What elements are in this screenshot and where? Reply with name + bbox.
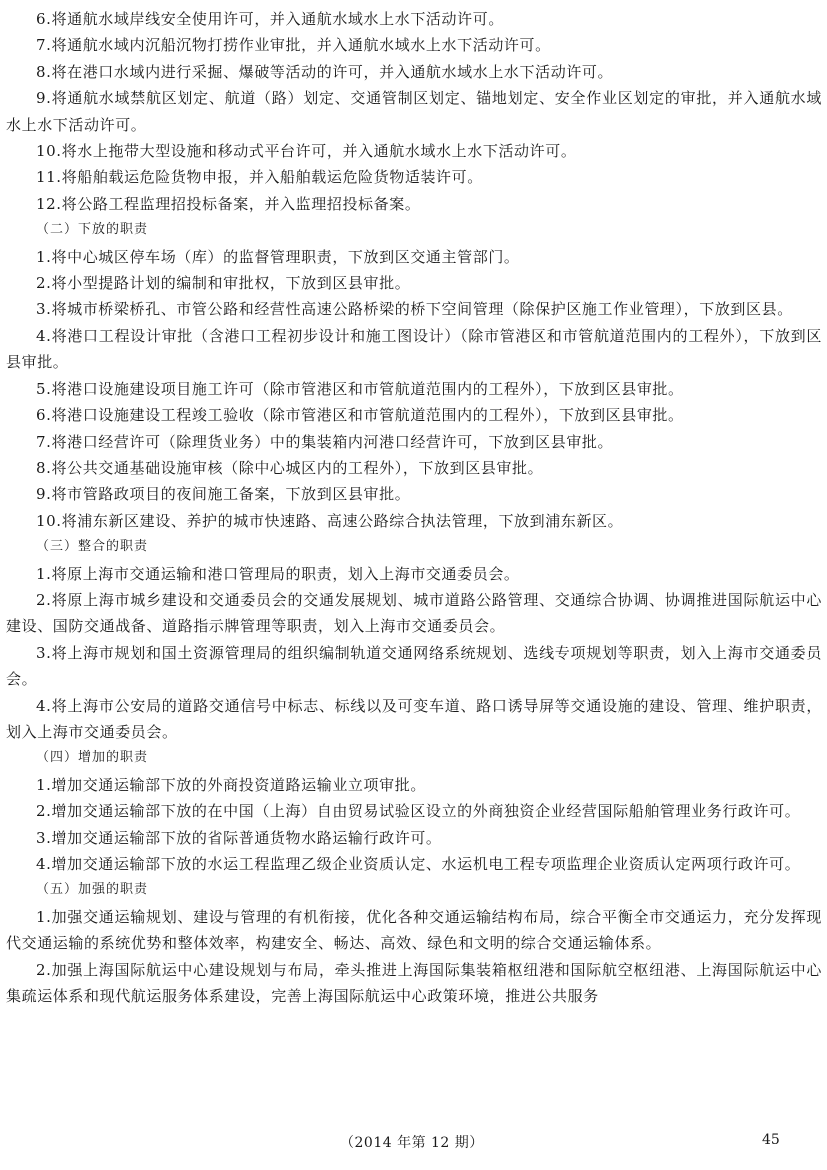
list-item-paragraph: 2.增加交通运输部下放的在中国（上海）自由贸易试验区设立的外商独资企业经营国际船舶管理业务行政许可。 — [36, 802, 801, 821]
list-item-paragraph: 11.将船舶载运危险货物申报，并入船舶载运危险货物适装许可。 — [36, 168, 483, 187]
list-item-paragraph: 12.将公路工程监理招投标备案，并入监理招投标备案。 — [36, 194, 421, 213]
section-heading: （三）整合的职责 — [36, 539, 149, 555]
list-item-paragraph: 2.加强上海国际航运中心建设规划与布局，牵头推进上海国际集装箱枢纽港和国际航空枢纽港、上海国际航运中心集疏运体系和现代航运服务体系建设，完善上海国际航运中心政策环境，推进公共服务 — [6, 960, 822, 1006]
list-item-paragraph: 4.将上海市公安局的道路交通信号中标志、标线以及可变车道、路口诱导屏等交通设施的建设、管理、维护职责，划入上海市交通委员会。 — [6, 696, 822, 741]
list-item-paragraph: 1.加强交通运输规划、建设与管理的有机衔接，优化各种交通运输结构布局，综合平衡全市交通运力，充分发挥现代交通运输的系统优势和整体效率，构建安全、畅达、高效、绿色和文明的综合交通运输体系。 — [6, 907, 822, 953]
list-item-paragraph: 6.将通航水域岸线安全使用许可，并入通航水域水上水下活动许可。 — [36, 10, 504, 28]
list-item-paragraph: 2.将小型提路计划的编制和审批权，下放到区县审批。 — [36, 274, 411, 293]
section-heading: （五）加强的职责 — [36, 882, 149, 898]
list-item-paragraph: 4.将港口工程设计审批（含港口工程初步设计和施工图设计）（除市管港区和市管航道范围内的工程外），下放到区县审批。 — [6, 326, 822, 372]
list-item-paragraph: 3.将城市桥梁桥孔、市管公路和经营性高速公路桥梁的桥下空间管理（除保护区施工作业管理），下放到区县。 — [36, 300, 793, 319]
document-body — [6, 6, 822, 1009]
list-item-paragraph: 9.将市管路政项目的夜间施工备案，下放到区县审批。 — [36, 485, 411, 504]
section-heading: （二）下放的职责 — [36, 222, 149, 238]
list-item-paragraph: 10.将浦东新区建设、养护的城市快速路、高速公路综合执法管理，下放到浦东新区。 — [36, 511, 624, 530]
section-heading: （四）增加的职责 — [36, 750, 149, 766]
list-item-paragraph: 1.增加交通运输部下放的外商投资道路运输业立项审批。 — [36, 775, 426, 794]
list-item-paragraph: 1.将原上海市交通运输和港口管理局的职责，划入上海市交通委员会。 — [36, 564, 520, 583]
list-item-paragraph: 4.增加交通运输部下放的水运工程监理乙级企业资质认定、水运机电工程专项监理企业资质认定两项行政许可。 — [36, 855, 801, 873]
list-item-paragraph: 8.将在港口水域内进行采掘、爆破等活动的许可，并入通航水域水上水下活动许可。 — [36, 62, 614, 81]
list-item-paragraph: 3.增加交通运输部下放的省际普通货物水路运输行政许可。 — [36, 828, 442, 847]
list-item-paragraph: 7.将港口经营许可（除理货业务）中的集装箱内河港口经营许可，下放到区县审批。 — [36, 432, 614, 451]
list-item-paragraph: 6.将港口设施建设工程竣工验收（除市管港区和市管航道范围内的工程外），下放到区县审批。 — [36, 406, 684, 425]
page-footer — [0, 1132, 827, 1156]
list-item-paragraph: 10.将水上拖带大型设施和移动式平台许可，并入通航水域水上水下活动许可。 — [36, 142, 577, 161]
issue-label: （2014 年第 12 期） — [340, 1135, 484, 1151]
page-number: 45 — [762, 1132, 780, 1148]
list-item-paragraph: 8.将公共交通基础设施审核（除中心城区内的工程外），下放到区县审批。 — [36, 458, 544, 477]
list-item-paragraph: 1.将中心城区停车场（库）的监督管理职责，下放到区交通主管部门。 — [36, 247, 520, 266]
list-item-paragraph: 3.将上海市规划和国土资源管理局的组织编制轨道交通网络系统规划、选线专项规划等职责，划入上海市交通委员会。 — [6, 643, 822, 689]
list-item-paragraph: 9.将通航水域禁航区划定、航道（路）划定、交通管制区划定、锚地划定、安全作业区划定的审批，并入通航水域水上水下活动许可。 — [6, 89, 822, 134]
list-item-paragraph: 7.将通航水域内沉船沉物打捞作业审批，并入通航水域水上水下活动许可。 — [36, 36, 551, 55]
list-item-paragraph: 2.将原上海市城乡建设和交通委员会的交通发展规划、城市道路公路管理、交通综合协调、协调推进国际航运中心建设、国防交通战备、道路指示牌管理等职责，划入上海市交通委员会。 — [6, 590, 822, 636]
list-item-paragraph: 5.将港口设施建设项目施工许可（除市管港区和市管航道范围内的工程外），下放到区县审批。 — [36, 379, 684, 398]
